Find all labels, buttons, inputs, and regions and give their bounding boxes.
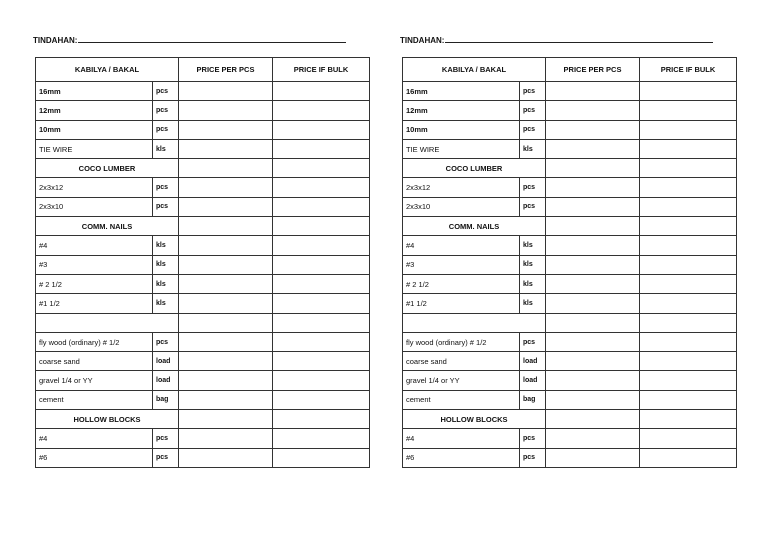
price-table bbox=[35, 57, 370, 468]
item-unit: pcs bbox=[153, 448, 179, 467]
item-name: #4 bbox=[403, 236, 520, 255]
section-title: COMM. NAILS bbox=[403, 217, 546, 236]
item-name: # 2 1/2 bbox=[36, 274, 153, 293]
item-row bbox=[36, 332, 370, 351]
item-unit: pcs bbox=[520, 332, 546, 351]
price-per-pcs-cell[interactable] bbox=[179, 390, 273, 409]
price-if-bulk-cell[interactable] bbox=[273, 294, 370, 313]
item-name: 12mm bbox=[36, 101, 153, 120]
price-per-pcs-cell[interactable] bbox=[546, 313, 640, 332]
item-row bbox=[36, 82, 370, 101]
header-price-per-pcs: PRICE PER PCS bbox=[546, 58, 640, 82]
item-unit: bag bbox=[520, 390, 546, 409]
price-table bbox=[402, 57, 737, 468]
item-row bbox=[403, 352, 737, 371]
item-unit: bag bbox=[153, 390, 179, 409]
price-per-pcs-cell[interactable] bbox=[546, 159, 640, 178]
item-unit: load bbox=[153, 371, 179, 390]
price-per-pcs-cell[interactable] bbox=[546, 236, 640, 255]
item-unit: pcs bbox=[520, 448, 546, 467]
section-row bbox=[36, 159, 370, 178]
item-unit: load bbox=[520, 371, 546, 390]
item-name: gravel 1/4 or YY bbox=[403, 371, 520, 390]
item-name: 10mm bbox=[403, 120, 520, 139]
price-if-bulk-cell[interactable] bbox=[640, 429, 737, 448]
section-row bbox=[403, 217, 737, 236]
price-per-pcs-cell[interactable] bbox=[546, 139, 640, 158]
blank-item-cell[interactable] bbox=[36, 313, 179, 332]
item-name: #1 1/2 bbox=[36, 294, 153, 313]
item-row bbox=[36, 371, 370, 390]
item-row bbox=[403, 178, 737, 197]
price-per-pcs-cell[interactable] bbox=[546, 255, 640, 274]
item-name: 2x3x10 bbox=[36, 197, 153, 216]
price-if-bulk-cell[interactable] bbox=[273, 120, 370, 139]
item-name: gravel 1/4 or YY bbox=[36, 371, 153, 390]
section-title: COCO LUMBER bbox=[36, 159, 179, 178]
price-if-bulk-cell[interactable] bbox=[640, 294, 737, 313]
item-unit: load bbox=[520, 352, 546, 371]
price-per-pcs-cell[interactable] bbox=[546, 178, 640, 197]
item-row bbox=[403, 82, 737, 101]
item-row bbox=[36, 101, 370, 120]
price-per-pcs-cell[interactable] bbox=[546, 274, 640, 293]
item-row bbox=[36, 429, 370, 448]
item-name: #4 bbox=[36, 236, 153, 255]
item-name: cement bbox=[36, 390, 153, 409]
item-name: # 2 1/2 bbox=[403, 274, 520, 293]
price-if-bulk-cell[interactable] bbox=[640, 352, 737, 371]
item-row bbox=[403, 429, 737, 448]
price-if-bulk-cell[interactable] bbox=[273, 313, 370, 332]
item-name: #3 bbox=[403, 255, 520, 274]
item-name: #6 bbox=[403, 448, 520, 467]
item-name: fly wood (ordinary) # 1/2 bbox=[36, 332, 153, 351]
item-unit: pcs bbox=[153, 429, 179, 448]
store-label: TINDAHAN: bbox=[400, 36, 445, 45]
price-if-bulk-cell[interactable] bbox=[273, 178, 370, 197]
price-if-bulk-cell[interactable] bbox=[273, 255, 370, 274]
item-row bbox=[403, 332, 737, 351]
item-row bbox=[403, 120, 737, 139]
item-row bbox=[403, 274, 737, 293]
item-row bbox=[403, 390, 737, 409]
store-name-blank[interactable] bbox=[445, 34, 713, 43]
price-per-pcs-cell[interactable] bbox=[179, 448, 273, 467]
price-if-bulk-cell[interactable] bbox=[640, 217, 737, 236]
table-header-row bbox=[403, 58, 737, 82]
section-title: COCO LUMBER bbox=[403, 159, 546, 178]
item-row bbox=[36, 139, 370, 158]
item-row bbox=[403, 197, 737, 216]
section-title: COMM. NAILS bbox=[36, 217, 179, 236]
store-name-line bbox=[33, 34, 346, 45]
section-title: HOLLOW BLOCKS bbox=[403, 410, 546, 429]
item-name: 2x3x10 bbox=[403, 197, 520, 216]
price-per-pcs-cell[interactable] bbox=[179, 371, 273, 390]
store-label: TINDAHAN: bbox=[33, 36, 78, 45]
price-if-bulk-cell[interactable] bbox=[640, 139, 737, 158]
price-per-pcs-cell[interactable] bbox=[546, 217, 640, 236]
price-per-pcs-cell[interactable] bbox=[179, 236, 273, 255]
item-unit: pcs bbox=[153, 332, 179, 351]
price-table-body bbox=[403, 58, 737, 468]
table-header-row bbox=[36, 58, 370, 82]
section-row bbox=[36, 410, 370, 429]
price-if-bulk-cell[interactable] bbox=[640, 255, 737, 274]
header-price-if-bulk: PRICE IF BULK bbox=[640, 58, 737, 82]
price-if-bulk-cell[interactable] bbox=[640, 178, 737, 197]
price-if-bulk-cell[interactable] bbox=[273, 82, 370, 101]
header-item: KABILYA / BAKAL bbox=[36, 58, 179, 82]
price-per-pcs-cell[interactable] bbox=[179, 159, 273, 178]
price-per-pcs-cell[interactable] bbox=[546, 352, 640, 371]
item-unit: pcs bbox=[520, 101, 546, 120]
blank-row bbox=[403, 313, 737, 332]
price-per-pcs-cell[interactable] bbox=[179, 139, 273, 158]
item-row bbox=[403, 139, 737, 158]
price-per-pcs-cell[interactable] bbox=[546, 101, 640, 120]
item-unit: pcs bbox=[520, 120, 546, 139]
item-unit: pcs bbox=[153, 197, 179, 216]
item-unit: kls bbox=[153, 236, 179, 255]
price-per-pcs-cell[interactable] bbox=[179, 294, 273, 313]
section-row bbox=[36, 217, 370, 236]
price-if-bulk-cell[interactable] bbox=[640, 159, 737, 178]
item-row bbox=[36, 448, 370, 467]
price-if-bulk-cell[interactable] bbox=[273, 390, 370, 409]
item-row bbox=[36, 390, 370, 409]
price-if-bulk-cell[interactable] bbox=[273, 217, 370, 236]
price-per-pcs-cell[interactable] bbox=[546, 332, 640, 351]
item-unit: kls bbox=[520, 236, 546, 255]
price-if-bulk-cell[interactable] bbox=[640, 313, 737, 332]
price-if-bulk-cell[interactable] bbox=[273, 429, 370, 448]
section-row bbox=[403, 410, 737, 429]
price-if-bulk-cell[interactable] bbox=[273, 332, 370, 351]
item-name: 2x3x12 bbox=[36, 178, 153, 197]
blank-row bbox=[36, 313, 370, 332]
price-per-pcs-cell[interactable] bbox=[179, 101, 273, 120]
item-row bbox=[403, 236, 737, 255]
item-row bbox=[36, 197, 370, 216]
item-unit: pcs bbox=[520, 429, 546, 448]
price-per-pcs-cell[interactable] bbox=[179, 120, 273, 139]
item-row bbox=[403, 448, 737, 467]
price-if-bulk-cell[interactable] bbox=[273, 448, 370, 467]
item-unit: kls bbox=[520, 274, 546, 293]
price-if-bulk-cell[interactable] bbox=[640, 101, 737, 120]
item-unit: kls bbox=[153, 255, 179, 274]
item-unit: pcs bbox=[153, 101, 179, 120]
price-if-bulk-cell[interactable] bbox=[640, 197, 737, 216]
price-if-bulk-cell[interactable] bbox=[273, 410, 370, 429]
price-per-pcs-cell[interactable] bbox=[179, 410, 273, 429]
header-price-per-pcs: PRICE PER PCS bbox=[179, 58, 273, 82]
price-table-body bbox=[36, 58, 370, 468]
item-name: #6 bbox=[36, 448, 153, 467]
price-per-pcs-cell[interactable] bbox=[546, 197, 640, 216]
price-per-pcs-cell[interactable] bbox=[179, 178, 273, 197]
item-unit: kls bbox=[153, 139, 179, 158]
store-name-blank[interactable] bbox=[78, 34, 346, 43]
price-if-bulk-cell[interactable] bbox=[640, 332, 737, 351]
price-if-bulk-cell[interactable] bbox=[640, 82, 737, 101]
item-unit: kls bbox=[520, 139, 546, 158]
item-name: coarse sand bbox=[36, 352, 153, 371]
item-unit: pcs bbox=[520, 197, 546, 216]
item-unit: pcs bbox=[520, 178, 546, 197]
section-title: HOLLOW BLOCKS bbox=[36, 410, 179, 429]
price-per-pcs-cell[interactable] bbox=[179, 217, 273, 236]
price-if-bulk-cell[interactable] bbox=[640, 274, 737, 293]
price-if-bulk-cell[interactable] bbox=[273, 274, 370, 293]
price-per-pcs-cell[interactable] bbox=[546, 82, 640, 101]
item-name: fly wood (ordinary) # 1/2 bbox=[403, 332, 520, 351]
item-row bbox=[36, 120, 370, 139]
item-row bbox=[36, 274, 370, 293]
item-name: #1 1/2 bbox=[403, 294, 520, 313]
item-name: 2x3x12 bbox=[403, 178, 520, 197]
price-if-bulk-cell[interactable] bbox=[273, 101, 370, 120]
store-name-line bbox=[400, 34, 713, 45]
item-row bbox=[36, 294, 370, 313]
item-name: #3 bbox=[36, 255, 153, 274]
price-per-pcs-cell[interactable] bbox=[179, 82, 273, 101]
price-per-pcs-cell[interactable] bbox=[179, 332, 273, 351]
price-if-bulk-cell[interactable] bbox=[640, 236, 737, 255]
item-row bbox=[36, 352, 370, 371]
item-name: 10mm bbox=[36, 120, 153, 139]
price-if-bulk-cell[interactable] bbox=[273, 371, 370, 390]
item-unit: kls bbox=[153, 274, 179, 293]
price-per-pcs-cell[interactable] bbox=[179, 255, 273, 274]
item-unit: pcs bbox=[153, 82, 179, 101]
section-row bbox=[403, 159, 737, 178]
price-per-pcs-cell[interactable] bbox=[546, 448, 640, 467]
item-name: #4 bbox=[403, 429, 520, 448]
price-if-bulk-cell[interactable] bbox=[640, 410, 737, 429]
item-name: 16mm bbox=[36, 82, 153, 101]
header-price-if-bulk: PRICE IF BULK bbox=[273, 58, 370, 82]
item-name: TIE WIRE bbox=[403, 139, 520, 158]
item-row bbox=[36, 236, 370, 255]
price-per-pcs-cell[interactable] bbox=[546, 429, 640, 448]
item-name: cement bbox=[403, 390, 520, 409]
item-name: 16mm bbox=[403, 82, 520, 101]
price-if-bulk-cell[interactable] bbox=[640, 371, 737, 390]
price-per-pcs-cell[interactable] bbox=[546, 120, 640, 139]
price-per-pcs-cell[interactable] bbox=[179, 313, 273, 332]
item-row bbox=[36, 255, 370, 274]
item-name: TIE WIRE bbox=[36, 139, 153, 158]
item-row bbox=[403, 294, 737, 313]
item-unit: kls bbox=[520, 255, 546, 274]
price-if-bulk-cell[interactable] bbox=[273, 352, 370, 371]
item-row bbox=[36, 178, 370, 197]
price-if-bulk-cell[interactable] bbox=[640, 448, 737, 467]
price-per-pcs-cell[interactable] bbox=[179, 352, 273, 371]
item-row bbox=[403, 371, 737, 390]
price-if-bulk-cell[interactable] bbox=[640, 390, 737, 409]
blank-item-cell[interactable] bbox=[403, 313, 546, 332]
item-name: #4 bbox=[36, 429, 153, 448]
price-if-bulk-cell[interactable] bbox=[273, 197, 370, 216]
item-unit: kls bbox=[520, 294, 546, 313]
price-per-pcs-cell[interactable] bbox=[179, 197, 273, 216]
price-per-pcs-cell[interactable] bbox=[546, 390, 640, 409]
price-per-pcs-cell[interactable] bbox=[546, 294, 640, 313]
price-per-pcs-cell[interactable] bbox=[179, 274, 273, 293]
item-unit: pcs bbox=[153, 178, 179, 197]
item-row bbox=[403, 255, 737, 274]
price-if-bulk-cell[interactable] bbox=[273, 139, 370, 158]
item-row bbox=[403, 101, 737, 120]
header-item: KABILYA / BAKAL bbox=[403, 58, 546, 82]
price-per-pcs-cell[interactable] bbox=[546, 371, 640, 390]
price-if-bulk-cell[interactable] bbox=[273, 236, 370, 255]
item-name: coarse sand bbox=[403, 352, 520, 371]
item-name: 12mm bbox=[403, 101, 520, 120]
item-unit: pcs bbox=[153, 120, 179, 139]
item-unit: pcs bbox=[520, 82, 546, 101]
price-if-bulk-cell[interactable] bbox=[640, 120, 737, 139]
item-unit: load bbox=[153, 352, 179, 371]
price-if-bulk-cell[interactable] bbox=[273, 159, 370, 178]
price-per-pcs-cell[interactable] bbox=[546, 410, 640, 429]
item-unit: kls bbox=[153, 294, 179, 313]
price-per-pcs-cell[interactable] bbox=[179, 429, 273, 448]
